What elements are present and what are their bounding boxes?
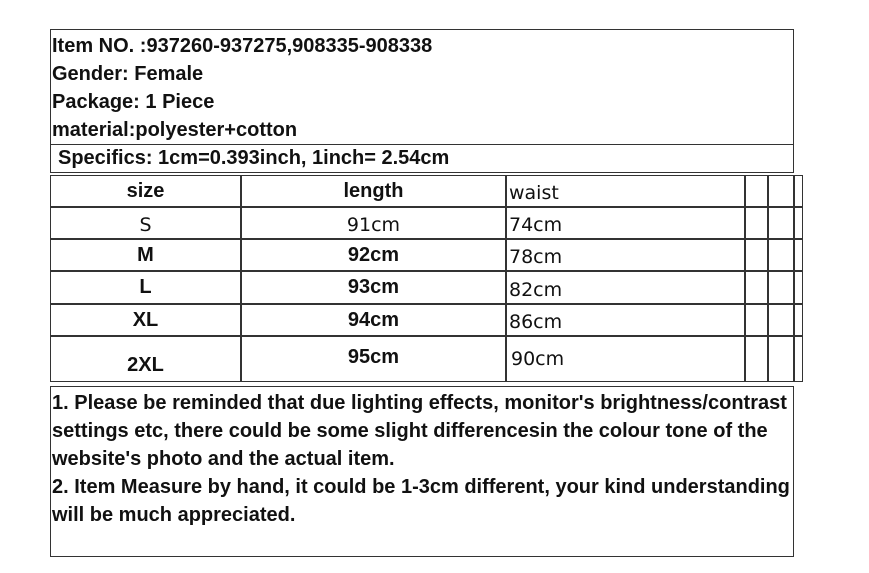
cell-length: 94cm [241, 304, 506, 336]
gender: Gender: Female [52, 63, 204, 85]
cell-size: XL [50, 304, 241, 336]
material: material:polyester+cotton [52, 119, 298, 141]
cell-length: 95cm [241, 336, 506, 382]
specifics-line: Specifics: 1cm=0.393inch, 1inch= 2.54cm [50, 144, 794, 173]
empty-cell [745, 207, 768, 239]
notes-box [50, 386, 794, 557]
empty-cell [745, 304, 768, 336]
empty-cell [768, 175, 794, 207]
header-length: length [241, 175, 506, 207]
package: Package: 1 Piece [52, 91, 215, 113]
empty-cell [768, 271, 794, 304]
cell-size: M [50, 239, 241, 271]
empty-cell [745, 239, 768, 271]
header-size: size [50, 175, 241, 207]
cell-waist: 78cm [506, 239, 745, 271]
cell-length: 92cm [241, 239, 506, 271]
note-measure: 2. Item Measure by hand, it could be 1-3cm different, your kind understanding will be much appreciated. [52, 476, 790, 526]
empty-cell [768, 336, 794, 382]
cell-waist: 86cm [506, 304, 745, 336]
empty-cell [794, 304, 803, 336]
empty-cell [794, 207, 803, 239]
cell-waist: 90cm [506, 336, 745, 382]
empty-cell [745, 271, 768, 304]
empty-cell [794, 175, 803, 207]
empty-cell [794, 271, 803, 304]
cell-length: 93cm [241, 271, 506, 304]
cell-size: 2XL [50, 336, 241, 382]
cell-length: 91cm [241, 207, 506, 239]
product-info-box [50, 29, 794, 145]
header-waist: waist [506, 175, 745, 207]
empty-cell [794, 239, 803, 271]
empty-cell [768, 304, 794, 336]
cell-waist: 74cm [506, 207, 745, 239]
empty-cell [745, 336, 768, 382]
empty-cell [768, 239, 794, 271]
note-lighting: 1. Please be reminded that due lighting effects, monitor's brightness/contrast settings etc, there could be some slight differencesin the colour tone of the website's photo and the actual item. [52, 392, 787, 470]
empty-cell [794, 336, 803, 382]
item-number: Item NO. :937260-937275,908335-908338 [52, 35, 433, 57]
empty-cell [768, 207, 794, 239]
cell-size: L [50, 271, 241, 304]
empty-cell [745, 175, 768, 207]
cell-waist: 82cm [506, 271, 745, 304]
cell-size: S [50, 207, 241, 239]
